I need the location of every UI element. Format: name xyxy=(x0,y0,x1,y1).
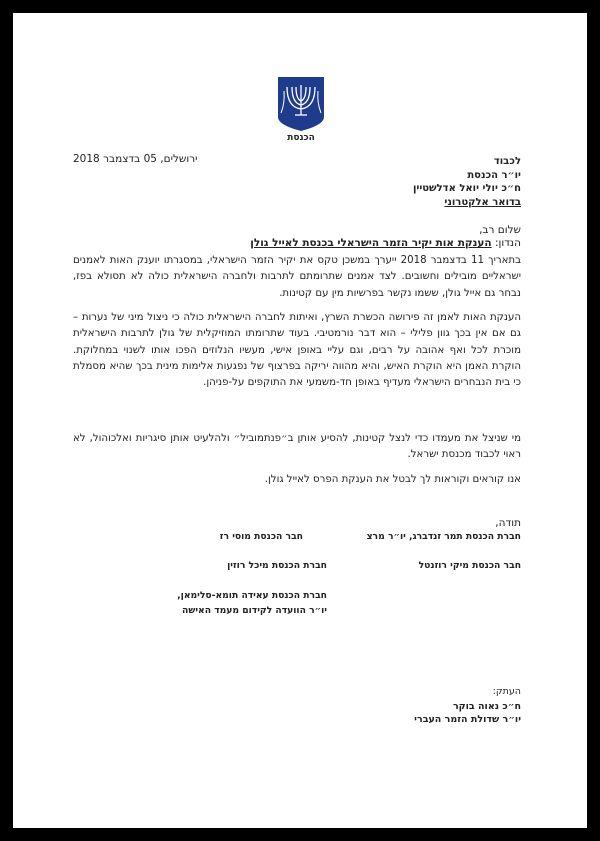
letter-page xyxy=(13,13,587,828)
copy-label: העתק: xyxy=(492,686,521,697)
body-paragraph: הענקת האות לאמן זה פירושה הכשרת השרץ, ואיתות לחברה הישראלית כולה כי ניצול מיני של נערות – גם אם אין בכך גוון פלילי – הוא דבר נורמטיבי. בעוד שתרומתו המוזיקלית של גולן לתרבות הישראלית מוכרת לכל ואף אהובה על רבים, וגם עליי באופן אישי, מעשיו הנלוזים הפכו אותו לשנוי במחלוקת. הוקרת האמן היא הוקרת האיש, והיא מהווה יריקה בפרצוף של נפגעות אלימות מינית בכך שהיא מסמלת כי בית הנבחרים הישראלי מעדיף באופן חד-משמעי את התוקפים על-פניהן. xyxy=(73,312,521,389)
closing-thanks: תודה, xyxy=(495,517,521,529)
signatory: חברת הכנסת עאידה תומא-סלימאן, xyxy=(177,590,327,601)
recipient-line: ח״כ יולי יואל אדלשטיין xyxy=(412,183,521,194)
signatory: חבר הכנסת מיקי רוזנטל xyxy=(418,560,521,571)
copy-line: יו״ר שדולת הזמר העברי xyxy=(414,714,521,725)
subject-text: הענקת אות יקיר הזמר הישראלי בכנסת לאייל גולן xyxy=(250,237,492,249)
logo-caption: הכנסת xyxy=(287,133,315,143)
signatory: חברת הכנסת תמר זנדברג, יו״ר מרצ xyxy=(366,531,521,542)
copy-line: ח״כ נאוה בוקר xyxy=(452,701,521,712)
recipient-line: בדואר אלקטרוני xyxy=(444,196,521,208)
copy-recipients xyxy=(414,700,521,726)
letter-date: ירושלים, 05 בדצמבר 2018 xyxy=(73,153,198,165)
subject-line xyxy=(41,237,521,249)
recipient-line: יו״ר הכנסת xyxy=(467,169,521,181)
subject-label: הנדון: xyxy=(494,237,521,249)
recipient-line: לכבוד xyxy=(493,156,521,167)
signatory-title: יו״ר הוועדה לקידום מעמד האישה xyxy=(182,605,327,616)
signatory: חבר הכנסת מוסי רז xyxy=(219,531,303,542)
signatory: חברת הכנסת מיכל רוזין xyxy=(227,560,327,571)
body-paragraph: בתאריך 11 בדצמבר 2018 ייערך במשכן טקס את יקיר הזמר הישראלי, במסגרתו יוענק האות לאמנים ישראליים מובילים וחשובים. לצד אמנים שתרומתם לתרבות ולחברה הישראלית כולה לא תסולא בפז, נבחר גם אייל גולן, ששמו נקשר בפרשיות מין עם קטינות. xyxy=(73,255,521,299)
body-paragraph: מי שניצל את מעמדו כדי לנצל קטינות, להסיע אותן ב״פנתמוביל״ ולהלעיט אותן סיגריות ואלכוהול, לא ראוי לכבוד מכנסת ישראל. xyxy=(73,433,521,461)
greeting: שלום רב, xyxy=(479,224,521,236)
body-paragraph: אנו קוראים וקוראות לך לבטל את הענקת הפרס לאייל גולן. xyxy=(264,474,521,485)
recipient-block xyxy=(221,155,521,209)
